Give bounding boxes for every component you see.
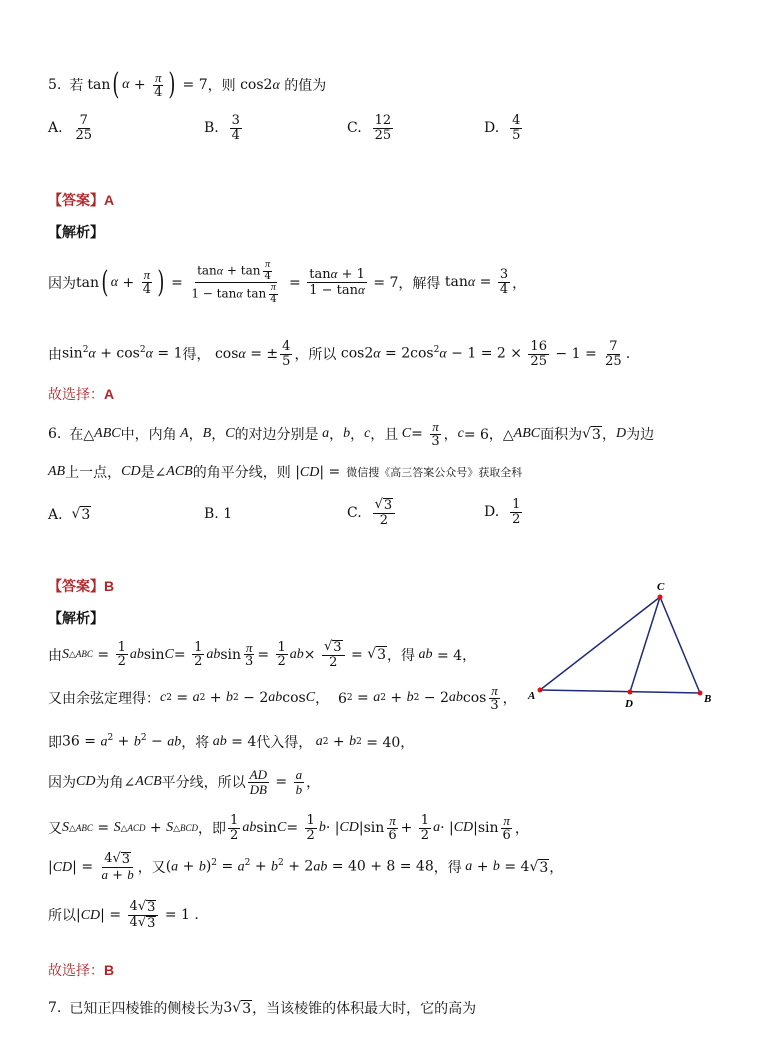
q5-option-b[interactable]: B. $\frac{3}{4}$ bbox=[204, 113, 240, 143]
q5-option-a[interactable]: A. $\frac{7}{25}$ bbox=[48, 113, 93, 143]
q5-conclusion: 故选择： A bbox=[48, 386, 115, 402]
side-ac bbox=[540, 597, 660, 690]
question-number: 5. bbox=[48, 77, 62, 93]
q7-stem: 7. 已知正四棱锥的侧棱长为 3√ 3 ，当该棱锥的体积最大时，它的高为 bbox=[48, 999, 477, 1017]
segment-cd bbox=[630, 597, 660, 692]
side-bc bbox=[660, 597, 700, 693]
q6-option-c[interactable]: C. √ 3 2 bbox=[347, 498, 397, 527]
point-a bbox=[538, 688, 543, 693]
label-b: B bbox=[704, 693, 712, 705]
q5-option-c[interactable]: C. $\frac{12}{25}$ bbox=[347, 113, 392, 143]
point-d bbox=[628, 690, 633, 695]
q6-solution-line5: 又 S △ABC = S △ACD + S △BCD ，即 $\frac{1}{2}$ ab sin C = $\frac{1}{2}$ b · | CD |sin $\frac{\pi}{6}$ + $\frac{1}{2}$ a · | CD |sin $\frac{\pi}{6}$ ， bbox=[48, 813, 529, 843]
q6-option-b[interactable]: B. 1 bbox=[204, 506, 233, 522]
q6-solution-line2: 又由余弦定理得： c 2 = a 2 + b 2 − 2 ab cos C ， 6 2 = a 2 + b 2 − 2 ab cos $\frac{\pi}{3}$ ， bbox=[48, 683, 517, 713]
side-ab bbox=[540, 690, 700, 693]
q6-option-d[interactable]: D. $\frac{1}{2}$ bbox=[484, 497, 521, 527]
label-c: C bbox=[657, 581, 665, 593]
q5-analysis-label: 【解析】 bbox=[48, 224, 104, 240]
label-a: A bbox=[528, 690, 536, 702]
q5-answer-label: 【答案】A bbox=[48, 192, 115, 208]
q6-solution-line7: 所以 |CD| = 4√ 3 4√ 3 = 1 . bbox=[48, 899, 199, 931]
q6-stem-line1: 6. 在△ ABC 中，内角 A ， B ， C 的对边分别是 a ， b ， c ，且 C = $\frac{\pi}{3}$ ， c = 6，△ ABC 面积为 √ 3 ， D 为边 bbox=[48, 419, 655, 449]
q6-conclusion: 故选择： B bbox=[48, 962, 115, 978]
point-c bbox=[658, 595, 663, 600]
q6-solution-line6: |CD| = 4√ 3 a + b ，又 $(a + b)^2 = a^2 + b^2 + 2ab = 40 + 8 = 48$ ，得 a + b = 4 √ 3 ， bbox=[48, 851, 564, 883]
watermark: 微信搜《高三答案公众号》获取全科 bbox=[346, 467, 523, 479]
triangle-diagram bbox=[520, 575, 720, 715]
q5-stem: 5. 若 tan ( α + $\frac{\pi}{4}$ ) = 7 ，则 cos2α 的值为 bbox=[48, 67, 327, 102]
q6-solution-line1: 由 S △ABC = $\frac{1}{2}$ ab sin C = $\frac{1}{2}$ ab sin $\frac{\pi}{3}$ = $\frac{1}{2}$ ab × √ 3 2 = √ 3 ，得 ab = 4， bbox=[48, 639, 477, 670]
q5-solution-line2: 由 $\sin^2\alpha + \cos^2\alpha = 1$ 得， cosα = ± $\frac{4}{5}$ ，所以 $\cos 2\alpha = 2\cos^2\alpha - 1 = 2$ × $\frac{16}{25}$ − 1 = $\frac{7}{25}$ . bbox=[48, 339, 631, 369]
q6-answer-label: 【答案】B bbox=[48, 578, 115, 594]
q6-solution-line3: 即 $36 = a^2 + b^2$ − ab ，将 ab = 4 代入得， a 2 + b 2 = 40， bbox=[48, 733, 415, 751]
label-d: D bbox=[625, 698, 633, 710]
q6-option-a[interactable]: A. √ 3 bbox=[48, 506, 91, 523]
q6-stem-line2: AB 上一点， CD 是∠ ACB 的角平分线，则 |CD| = 微信搜《高三答案公众号》获取全科 bbox=[48, 463, 523, 481]
q5-solution-line1: 因为 tan ( α + $\frac{\pi}{4}$ ) = tanα + tan $\frac{\pi}{4}$ 1 − tanα tan $\frac{\pi}{4}$ = $\frac{\tan\alpha + 1}{1 - \tan\alpha}$ = 7 ，解得 tanα = $\frac{3}{4}$ ， bbox=[48, 259, 527, 305]
q6-solution-line4: 因为 CD 为角∠ ACB 平分线，所以 $\frac{AD}{DB}$ = $\frac{a}{b}$ ， bbox=[48, 767, 321, 797]
point-b bbox=[698, 691, 703, 696]
q6-analysis-label: 【解析】 bbox=[48, 610, 104, 626]
q5-option-d[interactable]: D. $\frac{4}{5}$ bbox=[484, 113, 521, 143]
